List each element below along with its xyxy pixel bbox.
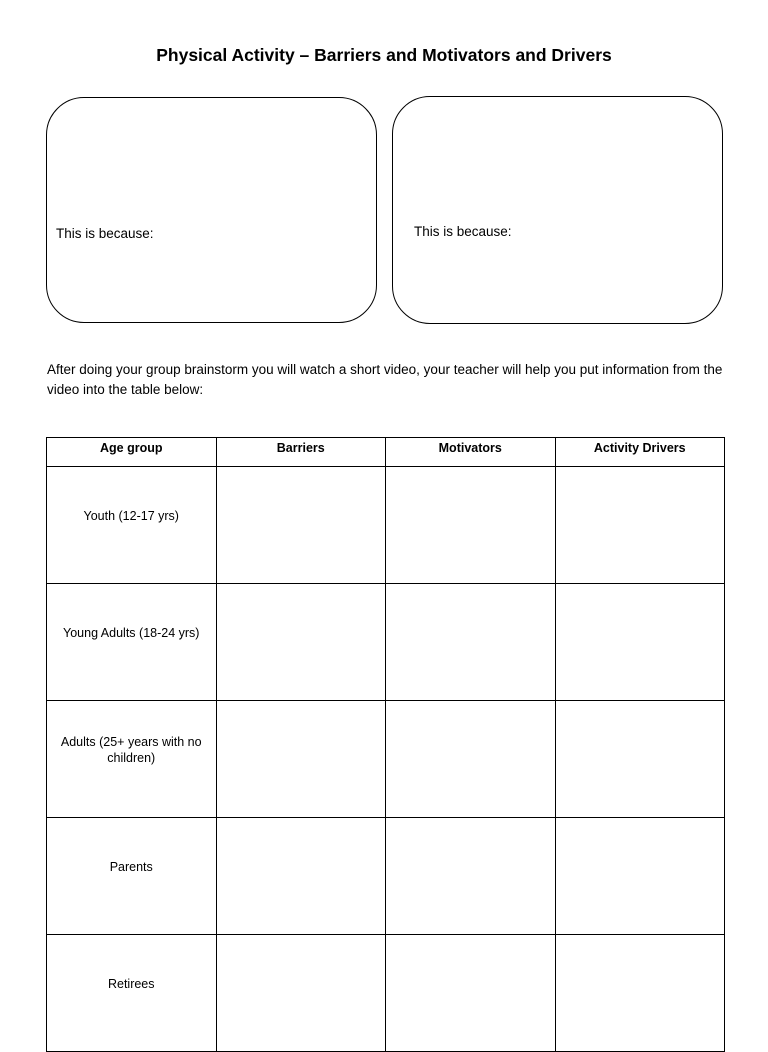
response-box-left[interactable] (46, 97, 377, 323)
column-header-activity-drivers: Activity Drivers (555, 438, 725, 467)
activity-drivers-cell[interactable] (555, 584, 725, 701)
box-label: This is because: (414, 224, 512, 239)
table-row (47, 818, 725, 935)
activity-drivers-cell[interactable] (555, 467, 725, 584)
age-group-cell: Young Adults (18-24 yrs) (47, 584, 217, 701)
age-group-cell: Youth (12-17 yrs) (47, 467, 217, 584)
age-group-cell: Adults (25+ years with no children) (47, 701, 217, 818)
age-group-cell: Parents (47, 818, 217, 935)
page-title: Physical Activity – Barriers and Motivators and Drivers (156, 45, 612, 65)
response-box-right[interactable] (392, 96, 723, 324)
table-row (47, 701, 725, 818)
age-group-cell: Retirees (47, 935, 217, 1052)
motivators-cell[interactable] (386, 818, 556, 935)
barriers-cell[interactable] (216, 467, 386, 584)
table-row (47, 935, 725, 1052)
table-header-row (47, 438, 725, 467)
table-row (47, 467, 725, 584)
column-header-barriers: Barriers (216, 438, 386, 467)
activity-drivers-cell[interactable] (555, 701, 725, 818)
activity-drivers-cell[interactable] (555, 818, 725, 935)
table-row (47, 584, 725, 701)
barriers-cell[interactable] (216, 584, 386, 701)
motivators-cell[interactable] (386, 701, 556, 818)
column-header-age-group: Age group (47, 438, 217, 467)
box-label: This is because: (56, 226, 154, 241)
column-header-motivators: Motivators (386, 438, 556, 467)
activity-table (46, 437, 725, 1052)
activity-drivers-cell[interactable] (555, 935, 725, 1052)
barriers-cell[interactable] (216, 818, 386, 935)
instructions-text: After doing your group brainstorm you will watch a short video, your teacher will help you put information from the video into the table below: (47, 362, 723, 397)
motivators-cell[interactable] (386, 935, 556, 1052)
motivators-cell[interactable] (386, 467, 556, 584)
motivators-cell[interactable] (386, 584, 556, 701)
barriers-cell[interactable] (216, 935, 386, 1052)
barriers-cell[interactable] (216, 701, 386, 818)
